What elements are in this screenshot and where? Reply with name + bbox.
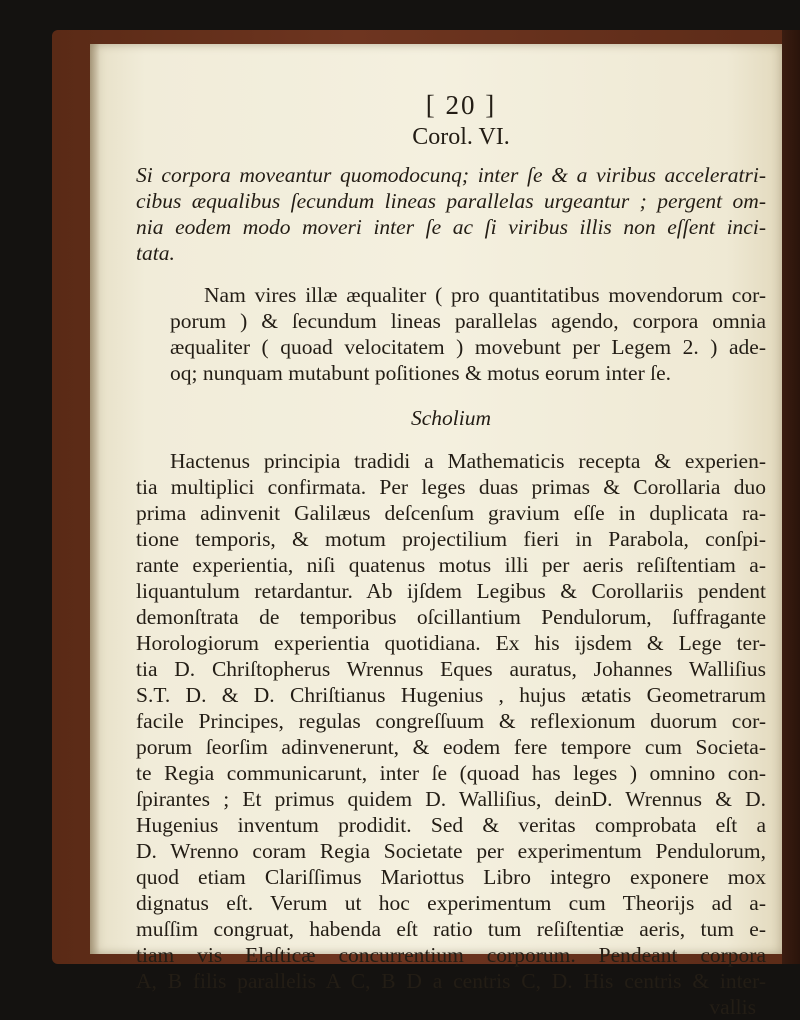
text-line: Nam vires illæ æqualiter ( pro quantitatibus movendorum cor- [204, 283, 766, 307]
page-text-block [136, 58, 766, 1020]
text-line: te Regia communicarunt, inter ſe (quoad has leges ) omnino con- [136, 761, 766, 785]
text-line: dignatus eſt. Verum ut hoc experimentum cum Theorijs ad a- [136, 891, 766, 915]
text-line: demonſtrata de temporibus oſcillantium Pendulorum, ſuffragante [136, 605, 766, 629]
text-line: prima adinvenit Galilæus deſcenſum gravium eſſe in duplicata ra- [136, 501, 766, 525]
corollary-proof [136, 282, 766, 386]
text-line: tione temporis, & motum projectilium fieri in Parabola, conſpi- [136, 527, 766, 551]
text-line: æqualiter ( quoad velocitatem ) movebunt per Legem 2. ) ade- [170, 335, 766, 359]
text-line: A, B filis parallelis A C, B D a centris C, D. His centris & inter- [136, 969, 766, 993]
text-line: porum ſeorſim adinvenerunt, & eodem fere tempore cum Societa- [136, 735, 766, 759]
text-line: quod etiam Clariſſimus Mariottus Libro integro exponere mox [136, 865, 766, 889]
text-line: muſſim congruat, habenda eſt ratio tum reſiſtentiæ aeris, tum e- [136, 917, 766, 941]
text-line: ſpirantes ; Et primus quidem D. Walliſius, deinD. Wrennus & D. [136, 787, 766, 811]
text-line: Hactenus principia tradidi a Mathematicis recepta & experien- [170, 449, 766, 473]
scholium-body [136, 448, 766, 994]
text-line: S.T. D. & D. Chriſtianus Hugenius , hujus ætatis Geometrarum [136, 683, 766, 707]
text-line: tia D. Chriſtopherus Wrennus Eques auratus, Johannes Walliſius [136, 657, 766, 681]
text-line: Horologiorum experientia quotidiana. Ex his ijsdem & Lege ter- [136, 631, 766, 655]
text-line: tiam vis Elaſticæ concurrentium corporum. Pendeant corpora [136, 943, 766, 967]
text-line: Hugenius inventum prodidit. Sed & veritas comprobata eſt a [136, 813, 766, 837]
page-number: [ 20 ] [425, 90, 497, 120]
catchword: vallis [709, 995, 756, 1019]
text-line: oq; nunquam mutabunt poſitiones & motus eorum inter ſe. [170, 361, 672, 385]
page-gutter-shadow [90, 44, 100, 954]
section-title: Corol. VI. [412, 124, 510, 150]
text-line: porum ) & ſecundum lineas parallelas agendo, corpora omnia [170, 309, 766, 333]
scholium-heading: Scholium [410, 406, 492, 430]
text-line: rante experientia, niſi quatenus motus illi per aeris reſiſtentiam a- [136, 553, 766, 577]
text-line: cibus æqualibus ſecundum lineas parallelas urgeantur ; pergent om- [136, 189, 766, 213]
text-line: liquantulum retardantur. Ab ijſdem Legibus & Corollariis pendent [136, 579, 766, 603]
text-line: tata. [136, 241, 175, 265]
text-line: Si corpora moveantur quomodocunq; inter ſe & a viribus acceleratri- [136, 163, 766, 187]
text-line: D. Wrenno coram Regia Societate per experimentum Pendulorum, [136, 839, 766, 863]
book-spine-edge [782, 30, 800, 964]
text-line: nia eodem modo moveri inter ſe ac ſi viribus illis non eſſent inci- [136, 215, 766, 239]
text-line: tia multiplici confirmata. Per leges duas primas & Corollaria duo [136, 475, 766, 499]
text-line: facile Principes, regulas congreſſuum & reflexionum duorum cor- [136, 709, 766, 733]
corollary-statement [136, 162, 766, 266]
